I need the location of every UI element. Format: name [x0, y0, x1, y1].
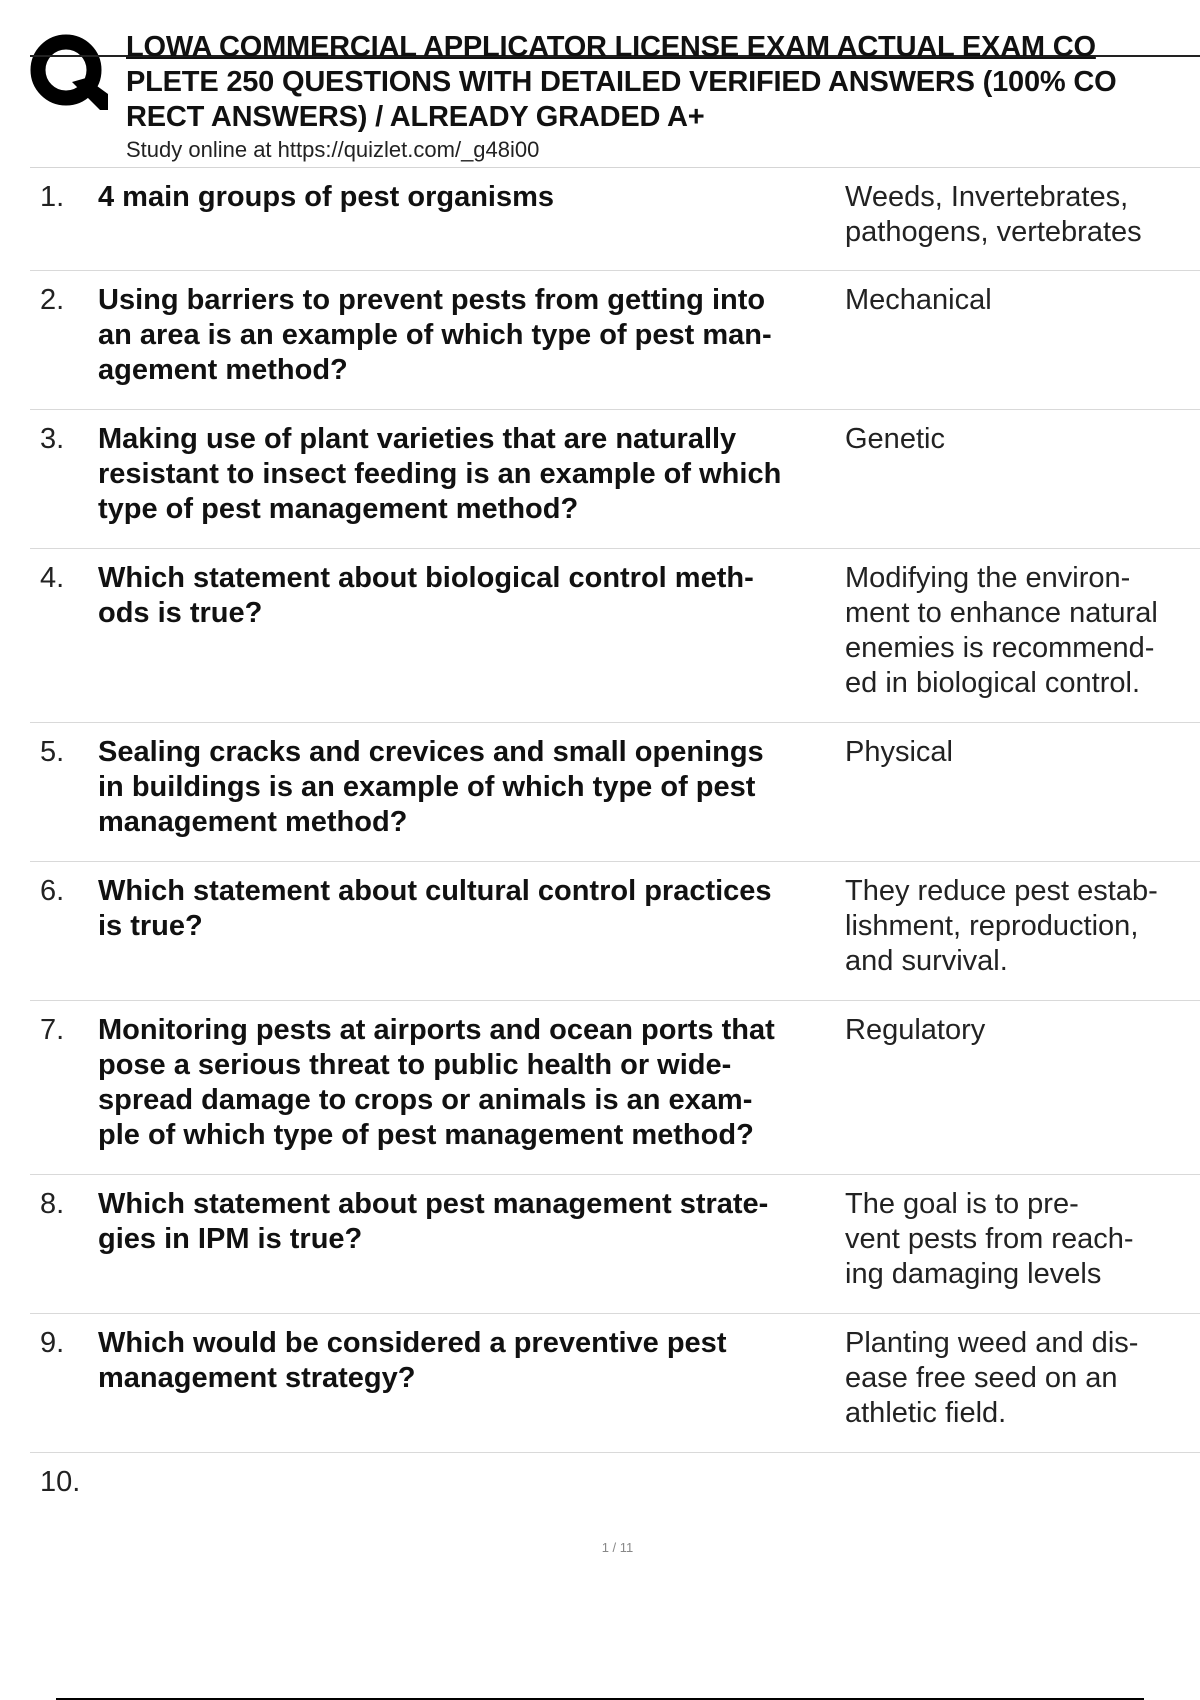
answer-line: pathogens, vertebrates — [845, 216, 1142, 248]
question-number: 7. — [40, 1014, 65, 1046]
answer-text — [845, 180, 1200, 250]
question-line: type of pest management method? — [98, 493, 579, 525]
quizlet-q-logo-icon — [28, 30, 108, 114]
question-line: Using barriers to prevent pests from getting into — [98, 284, 766, 316]
qa-row — [30, 1001, 1200, 1175]
question-number: 10. — [40, 1466, 81, 1498]
question-number: 9. — [40, 1327, 65, 1359]
question-number: 2. — [40, 284, 65, 316]
answer-line: Weeds, Invertebrates, — [845, 181, 1129, 213]
qa-row — [30, 723, 1200, 862]
title-line: LOWA COMMERCIAL APPLICATOR LICENSE EXAM ACTUAL EXAM CO — [126, 31, 1096, 63]
question-text — [98, 180, 868, 215]
question-number: 8. — [40, 1188, 65, 1220]
answer-text — [845, 735, 1200, 770]
answer-line: They reduce pest estab- — [845, 875, 1158, 907]
answer-line: Regulatory — [845, 1014, 986, 1046]
answer-text — [845, 283, 1200, 318]
document-header — [0, 0, 1200, 168]
question-line: is true? — [98, 910, 203, 942]
qa-row — [30, 271, 1200, 410]
answer-line: Mechanical — [845, 284, 992, 316]
question-line: management strategy? — [98, 1362, 416, 1394]
question-line: 4 main groups of pest organisms — [98, 181, 555, 213]
question-line: ple of which type of pest management method? — [98, 1119, 754, 1151]
question-text — [98, 1013, 868, 1153]
answer-line: ing damaging levels — [845, 1258, 1102, 1290]
question-number: 4. — [40, 562, 65, 594]
qa-row — [30, 549, 1200, 723]
answer-line: Genetic — [845, 423, 945, 455]
question-number: 5. — [40, 736, 65, 768]
answer-text — [845, 422, 1200, 457]
question-text — [98, 1326, 868, 1396]
question-line: ods is true? — [98, 597, 263, 629]
qa-row — [30, 410, 1200, 549]
question-line: Sealing cracks and crevices and small openings — [98, 736, 764, 768]
question-line: in buildings is an example of which type of pest — [98, 771, 756, 803]
question-line: Which statement about pest management strate- — [98, 1188, 769, 1220]
answer-text — [845, 1013, 1200, 1048]
answer-line: ed in biological control. — [845, 667, 1141, 699]
answer-line: enemies is recommend- — [845, 632, 1155, 664]
question-line: Which statement about cultural control practices — [98, 875, 772, 907]
qa-row — [30, 1314, 1200, 1453]
answer-line: The goal is to pre- — [845, 1188, 1079, 1220]
page-number: 1 / 11 — [601, 1540, 634, 1555]
answer-text — [845, 1187, 1200, 1292]
question-text — [98, 561, 868, 631]
title-line: RECT ANSWERS) / ALREADY GRADED A+ — [126, 101, 705, 133]
qa-row — [30, 1175, 1200, 1314]
question-line: an area is an example of which type of pest man- — [98, 319, 772, 351]
question-line: resistant to insect feeding is an example of which — [98, 458, 782, 490]
answer-line: and survival. — [845, 945, 1008, 977]
answer-text — [845, 874, 1200, 979]
answer-line: ment to enhance natural — [845, 597, 1158, 629]
question-line: Which would be considered a preventive pest — [98, 1327, 727, 1359]
question-line: management method? — [98, 806, 408, 838]
question-number: 3. — [40, 423, 65, 455]
qa-row — [30, 1453, 1200, 1533]
question-line: Monitoring pests at airports and ocean ports that — [98, 1014, 775, 1046]
question-text — [98, 874, 868, 944]
title-line: PLETE 250 QUESTIONS WITH DETAILED VERIFIED ANSWERS (100% CO — [126, 66, 1117, 98]
answer-line: Physical — [845, 736, 953, 768]
answer-line: Modifying the environ- — [845, 562, 1131, 594]
question-number: 6. — [40, 875, 65, 907]
question-line: pose a serious threat to public health or wide- — [98, 1049, 732, 1081]
answer-line: Planting weed and dis- — [845, 1327, 1139, 1359]
question-text — [98, 422, 868, 527]
answer-line: vent pests from reach- — [845, 1223, 1134, 1255]
question-line: gies in IPM is true? — [98, 1223, 363, 1255]
question-answer-list — [30, 168, 1200, 1533]
question-line: Which statement about biological control meth- — [98, 562, 754, 594]
question-number: 1. — [40, 181, 65, 213]
answer-line: ease free seed on an — [845, 1362, 1118, 1394]
question-text — [98, 283, 868, 388]
qa-row — [30, 862, 1200, 1001]
answer-line: athletic field. — [845, 1397, 1007, 1429]
question-line: agement method? — [98, 354, 348, 386]
qa-row — [30, 168, 1200, 271]
answer-text — [845, 561, 1200, 701]
answer-line: lishment, reproduction, — [845, 910, 1139, 942]
document-title — [126, 30, 1200, 135]
study-online-link[interactable]: Study online at https://quizlet.com/_g48i00 — [126, 137, 540, 162]
question-line: spread damage to crops or animals is an exam- — [98, 1084, 753, 1116]
question-text — [98, 735, 868, 840]
answer-text — [845, 1326, 1200, 1431]
question-text — [98, 1187, 868, 1257]
question-line: Making use of plant varieties that are naturally — [98, 423, 737, 455]
